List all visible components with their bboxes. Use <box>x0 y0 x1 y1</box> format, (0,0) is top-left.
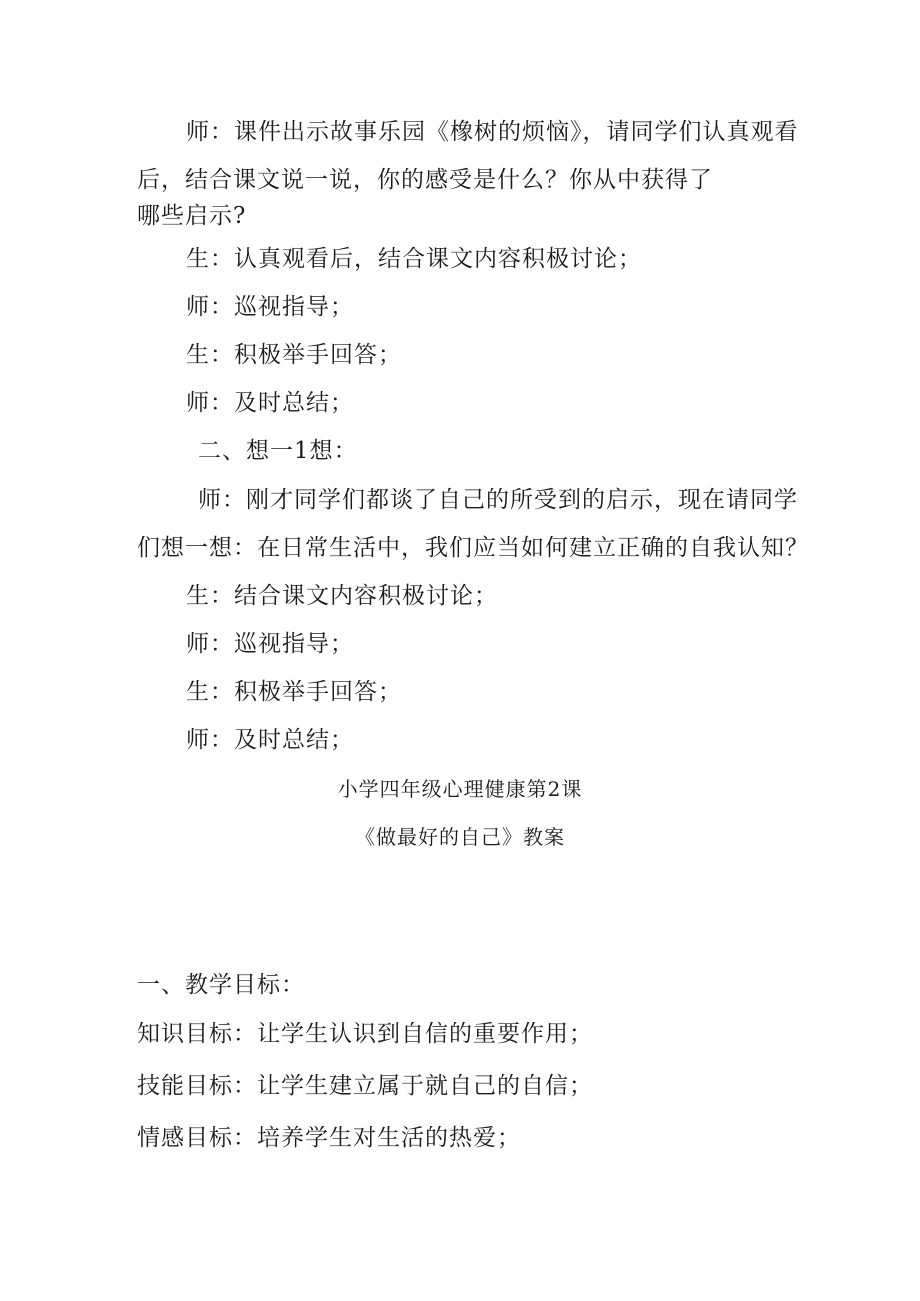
dialogue-line: 生：结合课文内容积极讨论； <box>186 583 498 609</box>
section-heading: 二、想一1想： <box>198 438 358 464</box>
dialogue-line: 师：巡视指导； <box>186 294 354 320</box>
paragraph-line: 们想一想：在日常生活中，我们应当如何建立正确的自我认知？ <box>137 535 809 561</box>
objectives-heading: 一、教学目标： <box>137 972 305 998</box>
dialogue-line: 生：积极举手回答； <box>186 342 402 368</box>
dialogue-line: 师：及时总结； <box>186 727 354 753</box>
lesson-title: 小学四年级心理健康第2课 <box>337 777 583 801</box>
dialogue-line: 生：认真观看后，结合课文内容积极讨论； <box>186 246 642 272</box>
dialogue-line: 生：积极举手回答； <box>186 679 402 705</box>
objective-item: 情感目标：培养学生对生活的热爱； <box>137 1125 521 1151</box>
lesson-subtitle: 《做最好的自己》教案 <box>355 825 565 849</box>
objective-item: 技能目标：让学生建立属于就自己的自信； <box>137 1073 593 1099</box>
paragraph-line: 师：课件出示故事乐园《橡树的烦恼》，请同学们认真观看 <box>186 119 799 145</box>
paragraph-line: 师：刚才同学们都谈了自己的所受到的启示，现在请同学 <box>198 487 798 513</box>
objective-item: 知识目标：让学生认识到自信的重要作用； <box>137 1021 593 1047</box>
dialogue-line: 师：巡视指导； <box>186 631 354 657</box>
dialogue-line: 师：及时总结； <box>186 390 354 416</box>
paragraph-line: 后，结合课文说一说，你的感受是什么？你从中获得了 <box>137 167 713 193</box>
paragraph-line: 哪些启示? <box>137 203 247 229</box>
